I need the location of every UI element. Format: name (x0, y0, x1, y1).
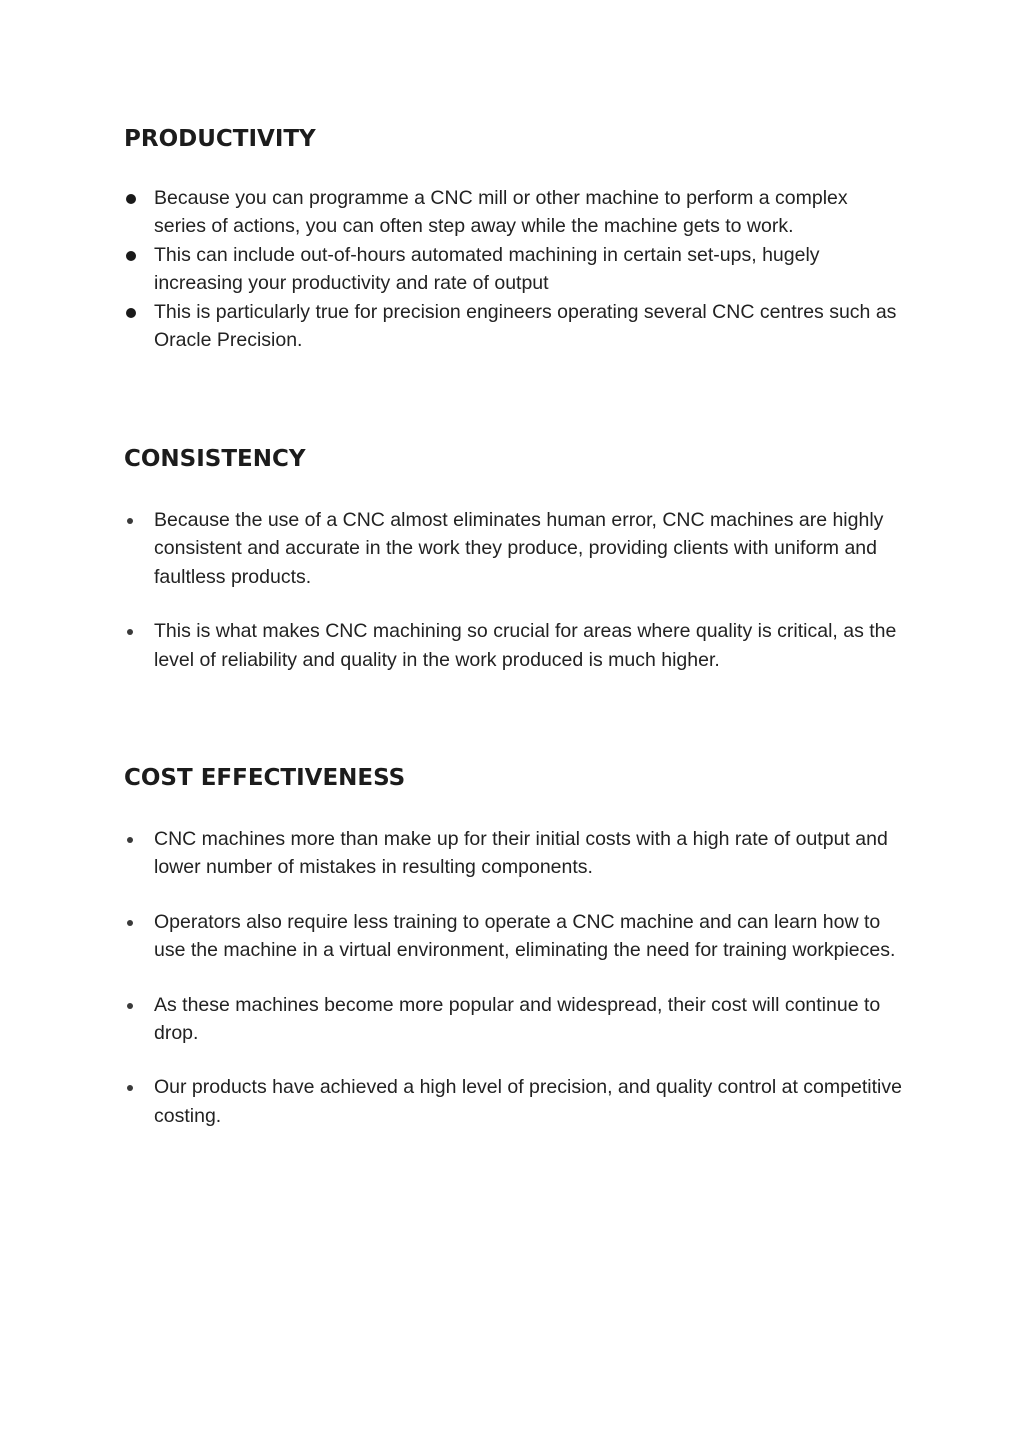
list-item (124, 506, 904, 591)
list-item-text: Because you can programme a CNC mill or other machine to perform a complex series of actions, you can often step away while the machine gets to work. (154, 187, 848, 238)
list-item-text: This is what makes CNC machining so crucial for areas where quality is critical, as the level of reliability and quality in the work produced is much higher. (154, 620, 897, 671)
productivity-list (124, 184, 904, 354)
list-item-text: CNC machines more than make up for their initial costs with a high rate of output and lower number of mistakes in resulting components. (154, 828, 888, 879)
list-item-text: As these machines become more popular and widespread, their cost will continue to drop. (154, 993, 881, 1045)
bullet-icon (127, 1085, 133, 1091)
list-item-text: Operators also require less training to operate a CNC machine and can learn how to use the machine in a virtual environment, eliminating the need for training workpieces. (154, 910, 896, 962)
list-item (124, 1073, 904, 1130)
bullet-icon (126, 194, 136, 204)
consistency-list (124, 506, 904, 674)
list-item-text: Because the use of a CNC almost eliminates human error, CNC machines are highly consistent and accurate in the work they produce, providing clients with uniform and faultless products. (154, 509, 884, 588)
list-item-text: This can include out-of-hours automated machining in certain set-ups, hugely increasing your productivity and rate of output (154, 243, 820, 295)
list-item (124, 298, 904, 355)
list-item-text: Our products have achieved a high level of precision, and quality control at competitive costing. (154, 1076, 902, 1127)
bullet-icon (127, 837, 133, 843)
bullet-icon (127, 629, 133, 635)
list-item (124, 241, 904, 298)
list-item (124, 991, 904, 1048)
bullet-icon (126, 251, 136, 261)
bullet-icon (126, 308, 136, 318)
list-item (124, 908, 904, 965)
section-heading-cost-effectiveness: COST EFFECTIVENESS (124, 765, 406, 791)
list-item-text: This is particularly true for precision engineers operating several CNC centres such as Oracle Precision. (154, 300, 897, 352)
list-item (124, 184, 904, 241)
bullet-icon (127, 1003, 133, 1009)
section-heading-consistency: CONSISTENCY (124, 446, 306, 472)
bullet-icon (127, 920, 133, 926)
bullet-icon (127, 518, 133, 524)
section-heading-productivity: PRODUCTIVITY (124, 126, 316, 152)
cost-effectiveness-list (124, 825, 904, 1130)
list-item (124, 617, 904, 674)
list-item (124, 825, 904, 882)
